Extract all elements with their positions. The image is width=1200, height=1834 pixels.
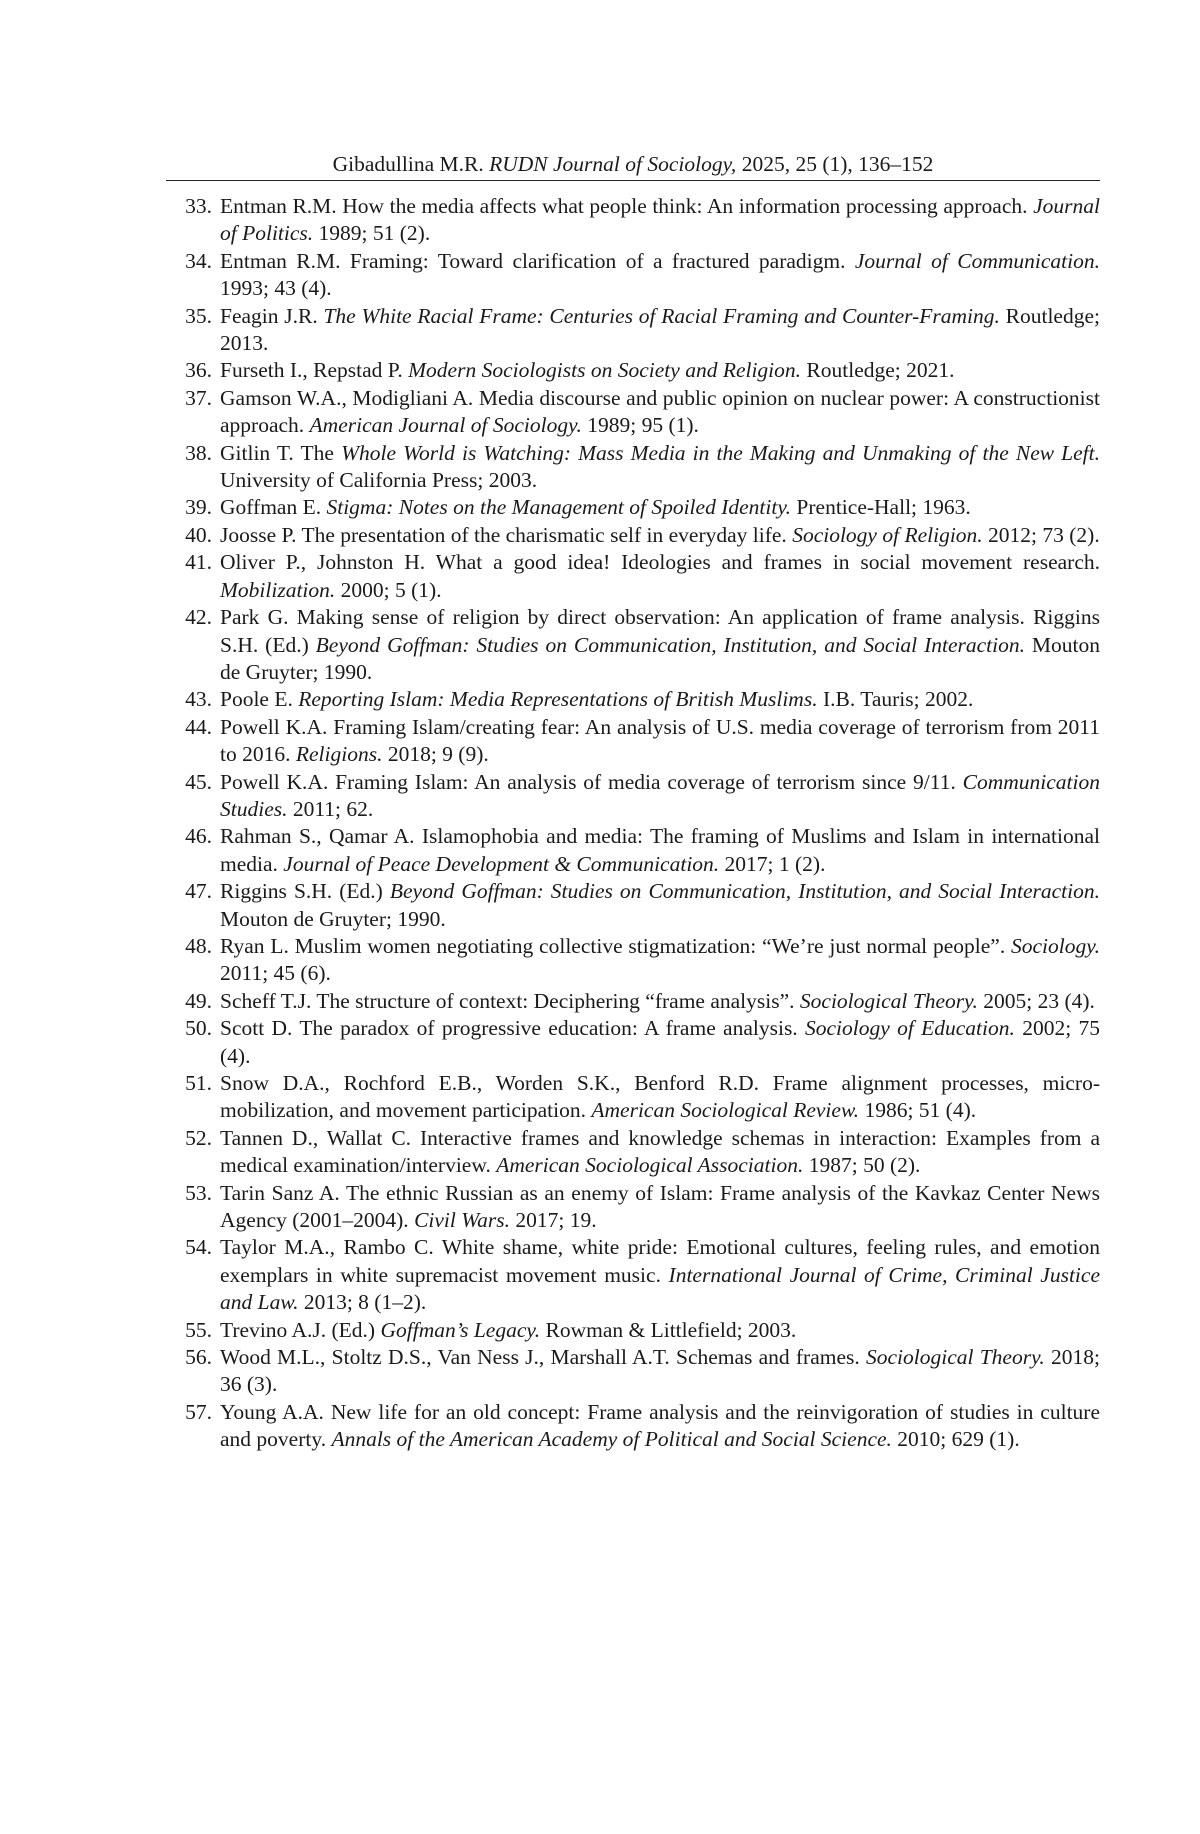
reference-text [220, 303, 1100, 358]
reference-segment: Mouton de Gruyter; 1990. [220, 906, 446, 931]
reference-number: 52. [185, 1125, 212, 1150]
reference-item [166, 357, 1100, 384]
reference-item [166, 823, 1100, 878]
reference-item [166, 1180, 1100, 1235]
reference-segment: Entman R.M. How the media affects what people think: An information processing approach. [220, 194, 1034, 218]
reference-segment: Entman R.M. Framing: Toward clarification of a fractured paradigm. [220, 248, 855, 273]
reference-source-title: Sociology. [1011, 933, 1100, 958]
reference-list [166, 193, 1100, 1454]
reference-source-title: The White Racial Frame: Centuries of Racial Framing and Counter-Framing. [323, 303, 1000, 328]
reference-item [166, 1125, 1100, 1180]
reference-text [220, 1399, 1100, 1454]
reference-source-title: Communication Studies. [220, 769, 1100, 821]
reference-number: 38. [185, 440, 212, 465]
reference-segment: 2018; 36 (3). [220, 1345, 1101, 1397]
reference-number: 53. [185, 1180, 212, 1205]
reference-segment: Riggins S.H. (Ed.) [220, 879, 390, 904]
reference-segment: Rowman & Littlefield; 2003. [540, 1317, 797, 1342]
reference-text [220, 1344, 1100, 1399]
reference-segment: Park G. Making sense of religion by direct observation: An application of frame analysis. Riggins S.H. (Ed.) [220, 605, 1100, 657]
reference-segment: Oliver P., Johnston H. What a good idea! Ideologies and frames in social movement research. [220, 550, 1100, 575]
reference-number: 43. [185, 687, 212, 712]
reference-segment: 1987; 50 (2). [803, 1153, 921, 1178]
reference-segment: Scott D. The paradox of progressive education: A frame analysis. [220, 1016, 805, 1041]
reference-segment: 2000; 5 (1). [335, 577, 442, 602]
reference-number: 41. [185, 550, 212, 575]
reference-text [220, 1125, 1100, 1180]
reference-segment: 2018; 9 (9). [382, 742, 489, 767]
header-journal: RUDN Journal of Sociology, [489, 152, 737, 176]
reference-segment: Tannen D., Wallat C. Interactive frames and knowledge schemas in interaction: Examples from a medical examination/interview. [220, 1125, 1100, 1178]
reference-text [220, 878, 1100, 933]
reference-segment: University of California Press; 2003. [220, 468, 538, 493]
reference-text [220, 714, 1100, 769]
reference-text [220, 522, 1100, 549]
reference-number: 33. [185, 194, 212, 218]
reference-segment: 2002; 75 (4). [220, 1016, 1100, 1068]
reference-text [220, 823, 1100, 878]
reference-item [166, 440, 1100, 495]
reference-number: 42. [185, 605, 212, 630]
reference-item [166, 988, 1100, 1015]
reference-segment: 2017; 1 (2). [719, 851, 826, 876]
reference-segment: Joosse P. The presentation of the charismatic self in everyday life. [220, 522, 793, 547]
reference-segment: 2005; 23 (4). [977, 988, 1095, 1013]
reference-source-title: Beyond Goffman: Studies on Communication, Institution, and Social Interaction. [389, 879, 1100, 904]
reference-item [166, 769, 1100, 824]
reference-text [220, 988, 1100, 1015]
reference-source-title: Whole World is Watching: Mass Media in the Making and Unmaking of the New Left. [341, 440, 1101, 465]
reference-segment: Young A.A. New life for an old concept: Frame analysis and the reinvigoration of studies in culture and poverty. [220, 1399, 1100, 1452]
reference-source-title: Civil Wars. [414, 1208, 511, 1233]
reference-item [166, 878, 1100, 933]
reference-source-title: Journal of Politics. [220, 194, 1100, 246]
reference-item [166, 1234, 1100, 1316]
reference-item [166, 933, 1100, 988]
reference-segment: Routledge; 2021. [801, 358, 955, 383]
reference-source-title: Beyond Goffman: Studies on Communication, Institution, and Social Interaction. [315, 632, 1025, 657]
reference-item [166, 686, 1100, 713]
reference-segment: Poole E. [220, 687, 299, 712]
reference-segment: 1986; 51 (4). [859, 1098, 977, 1123]
reference-item [166, 1399, 1100, 1454]
reference-source-title: Religions. [295, 742, 383, 767]
reference-item [166, 714, 1100, 769]
reference-source-title: Goffman’s Legacy. [380, 1317, 541, 1342]
reference-number: 55. [185, 1317, 212, 1342]
reference-number: 36. [185, 358, 212, 383]
reference-text [220, 193, 1100, 248]
reference-segment: Gamson W.A., Modigliani A. Media discourse and public opinion on nuclear power: A constructionist approach. [220, 385, 1100, 438]
reference-source-title: Journal of Peace Development & Communication. [283, 851, 720, 876]
reference-segment: Rahman S., Qamar A. Islamophobia and media: The framing of Muslims and Islam in international media. [220, 824, 1100, 876]
reference-text [220, 1015, 1100, 1070]
reference-segment: I.B. Tauris; 2002. [817, 687, 974, 712]
reference-source-title: Sociology of Religion. [792, 522, 983, 547]
reference-item [166, 494, 1100, 521]
reference-number: 35. [185, 303, 212, 328]
reference-segment: Prentice-Hall; 1963. [791, 495, 971, 520]
reference-item [166, 303, 1100, 358]
reference-number: 50. [185, 1016, 212, 1041]
reference-segment: Powell K.A. Framing Islam/creating fear: An analysis of U.S. media coverage of terrorism from 2011 to 2016. [220, 714, 1100, 767]
reference-segment: 2010; 629 (1). [891, 1427, 1020, 1452]
reference-number: 48. [185, 933, 212, 958]
reference-source-title: Journal of Communication. [854, 248, 1100, 273]
reference-text [220, 1070, 1100, 1125]
reference-source-title: International Journal of Crime, Criminal Justice and Law. [220, 1262, 1100, 1315]
reference-segment: 2011; 45 (6). [220, 961, 331, 986]
reference-text [220, 440, 1100, 495]
reference-number: 44. [185, 714, 212, 739]
reference-source-title: Sociological Theory. [866, 1345, 1045, 1370]
reference-segment: Mouton de Gruyter; 1990. [220, 632, 1101, 684]
reference-source-title: Mobilization. [220, 577, 336, 602]
reference-source-title: American Sociological Association. [496, 1153, 804, 1178]
reference-number: 37. [185, 385, 212, 410]
reference-segment: Scheff T.J. The structure of context: Deciphering “frame analysis”. [220, 988, 800, 1013]
reference-text [220, 686, 1100, 713]
reference-source-title: Sociological Theory. [799, 988, 978, 1013]
reference-source-title: Modern Sociologists on Society and Religion. [408, 358, 802, 383]
reference-number: 49. [185, 988, 212, 1013]
reference-segment: Trevino A.J. (Ed.) [220, 1317, 381, 1342]
reference-segment: 2013; 8 (1–2). [298, 1290, 427, 1315]
reference-segment: Tarin Sanz A. The ethnic Russian as an enemy of Islam: Frame analysis of the Kavkaz Center News Agency (2001–2004). [220, 1180, 1100, 1233]
running-header [166, 149, 1100, 179]
reference-source-title: Annals of the American Academy of Political and Social Science. [331, 1427, 892, 1452]
reference-item [166, 1317, 1100, 1344]
reference-source-title: Reporting Islam: Media Representations of British Muslims. [298, 687, 818, 712]
reference-segment: Ryan L. Muslim women negotiating collective stigmatization: “We’re just normal people”. [220, 933, 1012, 958]
reference-item [166, 1070, 1100, 1125]
reference-segment: Snow D.A., Rochford E.B., Worden S.K., Benford R.D. Frame alignment processes, micro-mobilization, and movement participation. [220, 1071, 1100, 1123]
reference-segment: Wood M.L., Stoltz D.S., Van Ness J., Marshall A.T. Schemas and frames. [220, 1345, 866, 1370]
reference-text [220, 494, 1100, 521]
reference-item [166, 604, 1100, 686]
reference-segment: Taylor M.A., Rambo C. White shame, white pride: Emotional cultures, feeling rules, and emotion exemplars in white supremacist movement music. [220, 1235, 1100, 1287]
reference-number: 40. [185, 522, 212, 547]
reference-item [166, 193, 1100, 248]
reference-number: 46. [185, 824, 212, 849]
reference-text [220, 385, 1100, 440]
reference-number: 47. [185, 879, 212, 904]
header-issue: 2025, 25 (1), 136–152 [736, 152, 934, 176]
reference-text [220, 1180, 1100, 1235]
reference-item [166, 248, 1100, 303]
reference-segment: Furseth I., Repstad P. [220, 358, 409, 383]
reference-text [220, 1234, 1100, 1316]
reference-number: 56. [185, 1345, 212, 1370]
reference-item [166, 1015, 1100, 1070]
reference-text [220, 933, 1100, 988]
header-divider [166, 180, 1100, 181]
reference-segment: 1993; 43 (4). [220, 276, 332, 301]
reference-source-title: American Journal of Sociology. [309, 413, 582, 438]
reference-text [220, 1317, 1100, 1344]
reference-segment: Gitlin T. The [220, 440, 342, 465]
reference-text [220, 604, 1100, 686]
header-authors: Gibadullina M.R. [332, 152, 490, 176]
reference-segment: Routledge; 2013. [220, 303, 1100, 356]
reference-number: 54. [185, 1235, 212, 1260]
reference-number: 39. [185, 495, 212, 520]
reference-number: 34. [185, 248, 212, 273]
reference-segment: 2017; 19. [510, 1208, 597, 1233]
reference-source-title: American Sociological Review. [591, 1098, 860, 1123]
reference-number: 45. [185, 769, 212, 794]
reference-text [220, 357, 1100, 384]
reference-item [166, 385, 1100, 440]
reference-segment: Powell K.A. Framing Islam: An analysis of media coverage of terrorism since 9/11. [220, 769, 963, 794]
reference-item [166, 522, 1100, 549]
reference-item [166, 549, 1100, 604]
reference-text [220, 248, 1100, 303]
reference-number: 51. [185, 1071, 212, 1095]
reference-segment: 1989; 95 (1). [581, 413, 699, 438]
reference-text [220, 549, 1100, 604]
reference-number: 57. [185, 1399, 212, 1424]
reference-segment: Goffman E. [220, 495, 327, 520]
reference-segment: 2012; 73 (2). [982, 522, 1100, 547]
reference-segment: Feagin J.R. [220, 303, 324, 328]
reference-item [166, 1344, 1100, 1399]
reference-segment: 2011; 62. [287, 796, 374, 821]
reference-segment: 1989; 51 (2). [313, 221, 431, 246]
reference-text [220, 769, 1100, 824]
reference-source-title: Stigma: Notes on the Management of Spoiled Identity. [326, 495, 792, 520]
reference-source-title: Sociology of Education. [805, 1016, 1015, 1041]
